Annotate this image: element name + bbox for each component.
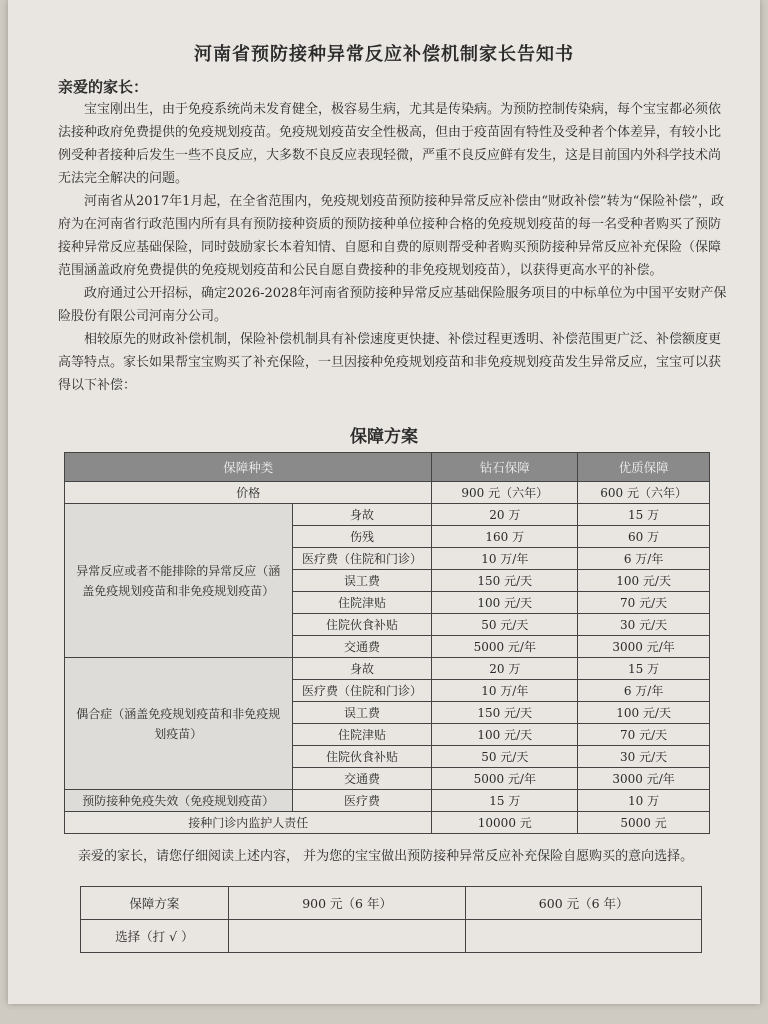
premium-value: 5000 元 — [578, 812, 710, 834]
paragraph: 政府通过公开招标，确定2026-2028年河南省预防接种异常反应基础保险服务项目的中标单位为中国平安财产保险股份有限公司河南分公司。 — [58, 286, 727, 324]
option-600: 600 元（6 年） — [466, 887, 702, 920]
diamond-value: 10000 元 — [432, 812, 578, 834]
premium-value: 3000 元/年 — [578, 636, 710, 658]
diamond-value: 150 元/天 — [432, 570, 578, 592]
diamond-value: 10 万/年 — [432, 680, 578, 702]
paragraph: 宝宝刚出生，由于免疫系统尚未发育健全，极容易生病，尤其是传染病。为预防控制传染病，每个宝宝都必须依法接种政府免费提供的免疫规划疫苗。免疫规划疫苗安全性极高，但由于疫苗固有特性及受种者个体差异，有较小比例受种者接种后发生一些不良反应，大多数不良反应表现轻微，严重不良反应鲜有发生，这是目前国内外科学技术尚无法完全解决的问题。 — [58, 102, 722, 186]
table-row — [65, 504, 710, 526]
plan-label: 保障方案 — [81, 887, 229, 920]
category-coincidental: 偶合症（涵盖免疫规划疫苗和非免疫规划疫苗） — [65, 658, 293, 790]
select-cell-600[interactable] — [466, 920, 702, 953]
diamond-value: 160 万 — [432, 526, 578, 548]
coverage-table — [64, 452, 710, 834]
header-diamond: 钻石保障 — [432, 453, 578, 482]
paragraph: 相较原先的财政补偿机制，保险补偿机制具有补偿速度更快捷、补偿过程更透明、补偿范围更广泛、补偿额度更高等特点。家长如果帮宝宝购买了补充保险，一旦因接种免疫规划疫苗和非免疫规划疫苗发生异常反应，宝宝可以获得以下补偿： — [58, 332, 722, 393]
premium-value: 70 元/天 — [578, 592, 710, 614]
table-row — [81, 920, 702, 953]
diamond-value: 20 万 — [432, 658, 578, 680]
category-immunization-failure: 预防接种免疫失效（免疫规划疫苗） — [65, 790, 293, 812]
premium-value: 30 元/天 — [578, 614, 710, 636]
price-diamond: 900 元（六年） — [432, 482, 578, 504]
header-coverage-type: 保障种类 — [65, 453, 432, 482]
item-label: 交通费 — [292, 636, 432, 658]
body-text — [58, 98, 728, 397]
table-row — [65, 812, 710, 834]
item-label: 误工费 — [292, 702, 432, 724]
item-label: 医疗费（住院和门诊） — [292, 680, 432, 702]
item-label: 身故 — [292, 658, 432, 680]
table-row — [65, 482, 710, 504]
item-label: 身故 — [292, 504, 432, 526]
premium-value: 10 万 — [578, 790, 710, 812]
diamond-value: 50 元/天 — [432, 746, 578, 768]
option-900: 900 元（6 年） — [228, 887, 466, 920]
item-label: 住院伙食补贴 — [292, 614, 432, 636]
item-label: 误工费 — [292, 570, 432, 592]
section-title: 保障方案 — [350, 427, 418, 447]
item-label: 医疗费 — [292, 790, 432, 812]
notice-page — [8, 0, 760, 1004]
diamond-value: 5000 元/年 — [432, 636, 578, 658]
table-row — [65, 790, 710, 812]
paragraph: 河南省从2017年1月起，在全省范围内，免疫规划疫苗预防接种异常反应补偿由“财政补偿”转为“保险补偿”，政府为在河南省行政范围内所有具有预防接种资质的预防接种单位接种合格的免疫规划疫苗的每一名受种者购买了预防接种异常反应基础保险，同时鼓励家长本着知情、自愿和自费的原则帮受种者购买预防接种异常反应补充保险（保障范围涵盖政府免费提供的免疫规划疫苗和公民自愿自费接种的非免疫规划疫苗），以获得更高水平的补偿。 — [58, 194, 724, 278]
diamond-value: 15 万 — [432, 790, 578, 812]
table-header-row — [65, 453, 710, 482]
select-label: 选择（打 √ ） — [81, 920, 229, 953]
header-premium: 优质保障 — [578, 453, 710, 482]
premium-value: 3000 元/年 — [578, 768, 710, 790]
item-label: 医疗费（住院和门诊） — [292, 548, 432, 570]
premium-value: 60 万 — [578, 526, 710, 548]
price-label: 价格 — [65, 482, 432, 504]
diamond-value: 5000 元/年 — [432, 768, 578, 790]
guardian-liability-label: 接种门诊内监护人责任 — [65, 812, 432, 834]
diamond-value: 20 万 — [432, 504, 578, 526]
select-cell-900[interactable] — [228, 920, 466, 953]
item-label: 住院津贴 — [292, 592, 432, 614]
diamond-value: 10 万/年 — [432, 548, 578, 570]
table-row — [65, 658, 710, 680]
item-label: 伤残 — [292, 526, 432, 548]
premium-value: 30 元/天 — [578, 746, 710, 768]
item-label: 住院伙食补贴 — [292, 746, 432, 768]
price-premium: 600 元（六年） — [578, 482, 710, 504]
diamond-value: 50 元/天 — [432, 614, 578, 636]
category-adverse-reaction: 异常反应或者不能排除的异常反应（涵盖免疫规划疫苗和非免疫规划疫苗） — [65, 504, 293, 658]
document-title: 河南省预防接种异常反应补偿机制家长告知书 — [194, 44, 574, 65]
premium-value: 100 元/天 — [578, 570, 710, 592]
item-label: 住院津贴 — [292, 724, 432, 746]
diamond-value: 100 元/天 — [432, 592, 578, 614]
table-row — [81, 887, 702, 920]
item-label: 交通费 — [292, 768, 432, 790]
diamond-value: 100 元/天 — [432, 724, 578, 746]
premium-value: 100 元/天 — [578, 702, 710, 724]
premium-value: 6 万/年 — [578, 548, 710, 570]
premium-value: 15 万 — [578, 658, 710, 680]
premium-value: 15 万 — [578, 504, 710, 526]
diamond-value: 150 元/天 — [432, 702, 578, 724]
premium-value: 70 元/天 — [578, 724, 710, 746]
choice-table — [80, 886, 702, 953]
greeting: 亲爱的家长： — [58, 78, 149, 96]
premium-value: 6 万/年 — [578, 680, 710, 702]
closing-text: 亲爱的家长，请您仔细阅读上述内容， 并为您的宝宝做出预防接种异常反应补充保险自愿购买的意向选择。 — [78, 849, 694, 864]
